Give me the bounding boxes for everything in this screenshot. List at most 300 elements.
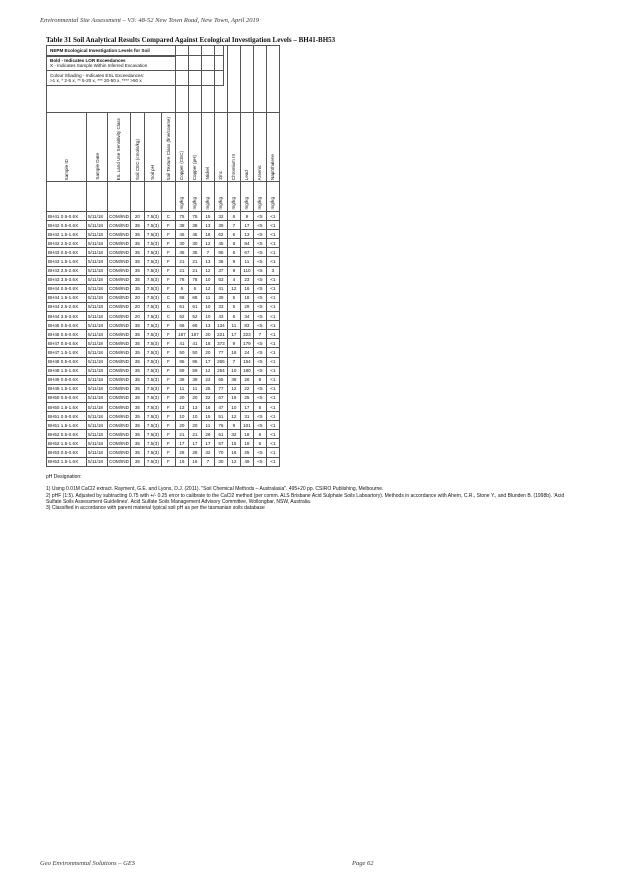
table-cell: 5/11/18 — [87, 457, 108, 466]
table-cell: 35 — [130, 457, 144, 466]
column-header-label: Nickel — [205, 167, 211, 180]
table-cell: 7.5(3) — [144, 357, 161, 366]
unit-label: mg/kg — [179, 197, 185, 210]
table-cell: 59 — [188, 366, 201, 375]
table-cell: <1 — [266, 366, 279, 375]
table-cell: <1 — [266, 330, 279, 339]
table-cell: 20 — [175, 393, 188, 402]
unit-cell — [253, 182, 266, 212]
table-cell: 20 — [188, 421, 201, 430]
table-cell: F — [161, 230, 175, 239]
column-header — [227, 113, 240, 182]
table-row — [47, 421, 280, 430]
table-cell: 25 — [201, 384, 214, 393]
table-cell: 37 — [214, 266, 227, 275]
table-cell: 11 — [175, 384, 188, 393]
table-cell: 68 — [188, 293, 201, 302]
table-cell: 5/11/18 — [87, 348, 108, 357]
table-cell: 41 — [175, 339, 188, 348]
table-cell: 21 — [175, 257, 188, 266]
table-cell: 30 — [188, 239, 201, 248]
table-cell: BH43 0.5-0.6X — [47, 248, 87, 257]
table-cell: 12 — [201, 366, 214, 375]
table-cell: 187 — [188, 330, 201, 339]
table-row — [47, 266, 280, 275]
table-cell: 35 — [130, 430, 144, 439]
table-cell: 35 — [130, 357, 144, 366]
table-cell: 45 — [175, 230, 188, 239]
table-cell: 35 — [130, 339, 144, 348]
table-cell: <5 — [253, 312, 266, 321]
table-cell: 5/11/18 — [87, 402, 108, 411]
table-cell: 6 — [188, 284, 201, 293]
table-cell: 78 — [188, 275, 201, 284]
table-cell: C — [161, 312, 175, 321]
table-cell: 7.5(3) — [144, 412, 161, 421]
table-cell: 22 — [201, 393, 214, 402]
table-row — [47, 293, 280, 302]
table-cell: 31 — [240, 412, 253, 421]
table-cell: 11 — [188, 384, 201, 393]
table-cell: 7.5(3) — [144, 212, 161, 221]
table-cell: COM/IND — [108, 284, 131, 293]
table-row — [47, 248, 280, 257]
unit-cell — [188, 182, 201, 212]
table-cell: 51 — [214, 412, 227, 421]
table-cell: C — [161, 302, 175, 311]
table-cell: BH51 0.5-0.6X — [47, 412, 87, 421]
table-cell: 9 — [227, 339, 240, 348]
table-cell: 7.5(3) — [144, 248, 161, 257]
table-cell: 21 — [175, 430, 188, 439]
table-cell: F — [161, 402, 175, 411]
table-cell: 7.5(3) — [144, 284, 161, 293]
unit-label: mg/kg — [231, 197, 237, 210]
table-cell: <5 — [253, 302, 266, 311]
table-cell: 35 — [130, 448, 144, 457]
table-cell: 6 — [175, 284, 188, 293]
table-cell: BH44 1.5-1.6X — [47, 293, 87, 302]
unit-cell — [144, 182, 161, 212]
table-row — [47, 330, 280, 339]
table-cell: 12 — [201, 239, 214, 248]
column-header-label: Sample ID — [64, 158, 69, 180]
table-cell: 7.5(3) — [144, 393, 161, 402]
table-cell: 21 — [188, 430, 201, 439]
table-cell: 39 — [175, 375, 188, 384]
table-cell: 7.5(3) — [144, 293, 161, 302]
column-header — [161, 113, 175, 182]
table-cell: BH44 0.5-0.6X — [47, 284, 87, 293]
table-cell: COM/IND — [108, 448, 131, 457]
column-header — [175, 113, 188, 182]
table-cell: 50 — [175, 348, 188, 357]
table-cell: <5 — [253, 457, 266, 466]
table-cell: F — [161, 330, 175, 339]
table-cell: 5/11/18 — [87, 339, 108, 348]
table-cell: F — [161, 266, 175, 275]
table-cell: 16 — [227, 348, 240, 357]
unit-cell — [240, 182, 253, 212]
table-cell: 12 — [201, 284, 214, 293]
table-cell: COM/IND — [108, 221, 131, 230]
table-cell: BH51 1.5-1.6X — [47, 421, 87, 430]
table-cell: 5/11/18 — [87, 221, 108, 230]
table-cell: BH45 0.5-0.6X — [47, 321, 87, 330]
table-cell: 35 — [188, 248, 201, 257]
legend-spacer-cell — [47, 86, 176, 113]
table-cell: F — [161, 412, 175, 421]
table-cell: F — [161, 457, 175, 466]
table-cell: <1 — [266, 257, 279, 266]
table-cell: COM/IND — [108, 312, 131, 321]
table-cell: <1 — [266, 293, 279, 302]
table-cell: 9 — [227, 421, 240, 430]
table-cell: 5/11/18 — [87, 321, 108, 330]
notes — [46, 474, 566, 511]
table-cell: 13 — [188, 402, 201, 411]
column-header-label: Arsenic — [257, 164, 263, 180]
table-cell: <5 — [253, 348, 266, 357]
table-cell: 35 — [130, 393, 144, 402]
table-cell: 38 — [227, 375, 240, 384]
table-cell: <5 — [253, 239, 266, 248]
table-cell: 5 — [227, 302, 240, 311]
table-cell: <1 — [266, 421, 279, 430]
table-row — [47, 366, 280, 375]
table-cell: 6 — [227, 312, 240, 321]
legend-shading — [47, 71, 223, 85]
table-cell: 9 — [227, 257, 240, 266]
table-row — [47, 348, 280, 357]
table-cell: <1 — [266, 221, 279, 230]
table-cell: 10 — [201, 275, 214, 284]
table-cell: 25 — [240, 393, 253, 402]
table-cell: COM/IND — [108, 430, 131, 439]
table-cell: 7 — [253, 330, 266, 339]
table-row — [47, 439, 280, 448]
table-cell: 5/11/18 — [87, 293, 108, 302]
column-header — [87, 113, 108, 182]
table-cell: 5/11/18 — [87, 266, 108, 275]
table-cell: <1 — [266, 412, 279, 421]
table-cell: BH42 0.5-0.6X — [47, 221, 87, 230]
table-cell: <5 — [253, 384, 266, 393]
table-cell: 61 — [188, 302, 201, 311]
header-blank-cell — [227, 46, 240, 113]
header-blank-cell — [240, 46, 253, 113]
table-cell: BH41 0.5-0.6X — [47, 212, 87, 221]
table-cell: 12 — [227, 284, 240, 293]
table-cell: 6 — [227, 248, 240, 257]
table-cell: 21 — [188, 266, 201, 275]
table-cell: 5/11/18 — [87, 239, 108, 248]
table-cell: 7 — [201, 248, 214, 257]
table-cell: BH43 1.5-1.6X — [47, 257, 87, 266]
table-cell: 18 — [240, 439, 253, 448]
table-cell: COM/IND — [108, 330, 131, 339]
table-cell: 110 — [240, 266, 253, 275]
table-cell: 95 — [175, 357, 188, 366]
table-cell: 187 — [175, 330, 188, 339]
table-cell: 20 — [201, 330, 214, 339]
table-cell: COM/IND — [108, 212, 131, 221]
table-cell: 11 — [240, 257, 253, 266]
table-cell: 15 — [201, 212, 214, 221]
table-cell: 75 — [188, 212, 201, 221]
table-cell: 17 — [227, 330, 240, 339]
column-header — [47, 113, 87, 182]
table-row — [47, 430, 280, 439]
table-cell: 23 — [240, 275, 253, 284]
table-cell: 68 — [175, 293, 188, 302]
table-cell: 95 — [214, 248, 227, 257]
table-cell: <5 — [253, 412, 266, 421]
table-cell: 5/11/18 — [87, 412, 108, 421]
table-cell: 8 — [253, 375, 266, 384]
table-cell: 57 — [214, 439, 227, 448]
table-cell: 20 — [188, 393, 201, 402]
table-cell: 6 — [227, 230, 240, 239]
table-cell: BH47 0.5-0.6X — [47, 339, 87, 348]
table-cell: 5/11/18 — [87, 448, 108, 457]
table-cell: BH53 1.5-1.6X — [47, 457, 87, 466]
table-cell: 38 — [188, 221, 201, 230]
table-cell: 45 — [188, 230, 201, 239]
table-cell: BH50 1.5-1.6X — [47, 402, 87, 411]
table-cell: 61 — [175, 302, 188, 311]
table-cell: 5/11/18 — [87, 393, 108, 402]
table-cell: <1 — [266, 375, 279, 384]
table-cell: 17 — [240, 402, 253, 411]
table-cell: 35 — [130, 275, 144, 284]
table-cell: COM/IND — [108, 321, 131, 330]
table-cell: <5 — [253, 284, 266, 293]
table-row — [47, 221, 280, 230]
table-row — [47, 339, 280, 348]
table-cell: 16 — [188, 457, 201, 466]
table-cell: 134 — [214, 321, 227, 330]
column-header-label: Zinc — [218, 171, 224, 180]
table-cell: <1 — [266, 312, 279, 321]
table-cell: <5 — [253, 257, 266, 266]
table-cell: 35 — [130, 221, 144, 230]
table-cell: 28 — [175, 448, 188, 457]
table-cell: 75 — [175, 212, 188, 221]
header-blank-cell — [266, 46, 279, 113]
unit-label: mg/kg — [244, 197, 250, 210]
table-cell: 5/11/18 — [87, 248, 108, 257]
table-cell: 18 — [201, 230, 214, 239]
table-cell: BH43 3.5-3.6X — [47, 275, 87, 284]
table-cell: 10 — [227, 402, 240, 411]
table-cell: 9 — [227, 266, 240, 275]
table-row — [47, 321, 280, 330]
table-cell: <1 — [266, 321, 279, 330]
table-cell: 26 — [240, 375, 253, 384]
table-cell: 7.5(3) — [144, 448, 161, 457]
table-cell: 5 — [253, 402, 266, 411]
table-cell: 6 — [253, 430, 266, 439]
legend-x-note: X - Indicates Sample Within Inferred Excavation — [50, 63, 148, 68]
table-cell: COM/IND — [108, 393, 131, 402]
table-cell: 13 — [201, 257, 214, 266]
table-cell: 10 — [188, 412, 201, 421]
table-cell: 7.5(3) — [144, 366, 161, 375]
table-cell: 41 — [214, 284, 227, 293]
table-cell: 35 — [130, 366, 144, 375]
table-cell: 179 — [240, 339, 253, 348]
table-cell: 35 — [130, 239, 144, 248]
table-cell: 17 — [201, 439, 214, 448]
table-cell: BH48 0.5-0.6X — [47, 357, 87, 366]
table-cell: 39 — [214, 221, 227, 230]
table-cell: 83 — [240, 321, 253, 330]
table-cell: 15 — [227, 439, 240, 448]
table-cell: COM/IND — [108, 357, 131, 366]
table-cell: 30 — [175, 239, 188, 248]
table-cell: COM/IND — [108, 412, 131, 421]
table-cell: 7.5(3) — [144, 330, 161, 339]
table-cell: 84 — [240, 239, 253, 248]
table-cell: F — [161, 375, 175, 384]
table-cell: C — [161, 293, 175, 302]
table-cell: 20 — [130, 212, 144, 221]
table-cell: 39 — [214, 293, 227, 302]
note-1: 1) Using 0.01M CaCl2 extract. Rayment, G.E. and Lyons, D.J. (2011). "Soil Chemical Methods – Australasia". 495+20 pp. CSIRO Publishing, Melbourne. — [46, 486, 384, 493]
table-cell: 38 — [175, 221, 188, 230]
table-cell: 35 — [130, 230, 144, 239]
table-cell: 67 — [240, 248, 253, 257]
table-row — [47, 402, 280, 411]
table-cell: 7.5(3) — [144, 239, 161, 248]
table-cell: 61 — [214, 430, 227, 439]
table-cell: 65 — [214, 375, 227, 384]
table-cell: F — [161, 248, 175, 257]
table-cell: <1 — [266, 339, 279, 348]
table-cell: 7.5(3) — [144, 221, 161, 230]
table-cell: 5/11/18 — [87, 330, 108, 339]
table-cell: <1 — [266, 439, 279, 448]
table-cell: 5/11/18 — [87, 257, 108, 266]
table-cell: 6 — [227, 212, 240, 221]
table-cell: 35 — [130, 321, 144, 330]
column-header — [108, 113, 131, 182]
table-cell: <5 — [253, 221, 266, 230]
table-cell: 12 — [227, 384, 240, 393]
table-cell: BH46 0.5-0.6X — [47, 330, 87, 339]
table-cell: <1 — [266, 248, 279, 257]
table-cell: F — [161, 357, 175, 366]
table-cell: 52 — [188, 312, 201, 321]
table-cell: 20 — [130, 302, 144, 311]
note-3: 3) Classified in accordance with parent material typical soil pH as per the tasmanian soils database — [46, 505, 265, 512]
column-name-row — [47, 113, 280, 182]
table-cell: F — [161, 366, 175, 375]
table-cell: BH53 0.5-0.6X — [47, 448, 87, 457]
column-header — [130, 113, 144, 182]
table-cell: <5 — [253, 366, 266, 375]
table-cell: BH47 1.5-1.6X — [47, 348, 87, 357]
table-row — [47, 257, 280, 266]
table-cell: <5 — [253, 212, 266, 221]
unit-cell — [47, 182, 87, 212]
table-cell: 5/11/18 — [87, 439, 108, 448]
unit-label: mg/kg — [218, 197, 224, 210]
table-cell: 16 — [175, 457, 188, 466]
table-cell: F — [161, 448, 175, 457]
table-cell: 17 — [188, 439, 201, 448]
table-cell: 35 — [130, 439, 144, 448]
table-cell: 7.5(3) — [144, 375, 161, 384]
table-cell: <1 — [266, 357, 279, 366]
table-cell: 23 — [201, 375, 214, 384]
table-cell: 32 — [227, 430, 240, 439]
table-row — [47, 239, 280, 248]
table-cell: <1 — [266, 448, 279, 457]
table-cell: 5/11/18 — [87, 284, 108, 293]
table-cell: COM/IND — [108, 339, 131, 348]
table-cell: 5/11/18 — [87, 230, 108, 239]
table-cell: COM/IND — [108, 302, 131, 311]
table-cell: 35 — [130, 384, 144, 393]
ph-designation: pH Designation: — [46, 474, 82, 480]
table-cell: 7 — [201, 457, 214, 466]
table-cell: F — [161, 275, 175, 284]
unit-label: mg/kg — [257, 197, 263, 210]
table-cell: <5 — [253, 357, 266, 366]
table-cell: <5 — [253, 248, 266, 257]
table-cell: 7.5(3) — [144, 457, 161, 466]
table-cell: 101 — [240, 421, 253, 430]
table-cell: 70 — [214, 448, 227, 457]
table-cell: 12 — [227, 412, 240, 421]
table-cell: COM/IND — [108, 230, 131, 239]
table-cell: 25 — [240, 448, 253, 457]
table-cell: 35 — [130, 248, 144, 257]
legend-notes — [47, 56, 223, 71]
table-cell: 3 — [266, 266, 279, 275]
table-cell: F — [161, 239, 175, 248]
table-cell: BH43 2.5-2.6X — [47, 266, 87, 275]
table-cell: 35 — [130, 421, 144, 430]
table-cell: 67 — [214, 393, 227, 402]
table-cell: 7.5(3) — [144, 312, 161, 321]
table-cell: F — [161, 348, 175, 357]
legend-shading-scale: >1 x, * 2-5 x, ** 5-20 x, *** 20-50 x, **** >50 x — [50, 78, 142, 83]
table-cell: COM/IND — [108, 366, 131, 375]
header-blank-cell — [253, 46, 266, 113]
table-cell: 66 — [188, 321, 201, 330]
table-cell: 39 — [188, 375, 201, 384]
table-cell: <5 — [253, 275, 266, 284]
table-cell: 32 — [214, 212, 227, 221]
table-cell: 13 — [201, 221, 214, 230]
table-cell: 7.5(3) — [144, 339, 161, 348]
table-cell: 265 — [214, 357, 227, 366]
table-cell: 30 — [214, 457, 227, 466]
table-row — [47, 357, 280, 366]
table-cell: COM/IND — [108, 239, 131, 248]
table-cell: BH42 2.5-2.6X — [47, 239, 87, 248]
column-header — [240, 113, 253, 182]
table-row — [47, 302, 280, 311]
table-cell: 7.5(3) — [144, 302, 161, 311]
results-table — [46, 45, 280, 467]
table-cell: 32 — [201, 448, 214, 457]
table-cell: 5/11/18 — [87, 430, 108, 439]
table-cell: F — [161, 393, 175, 402]
